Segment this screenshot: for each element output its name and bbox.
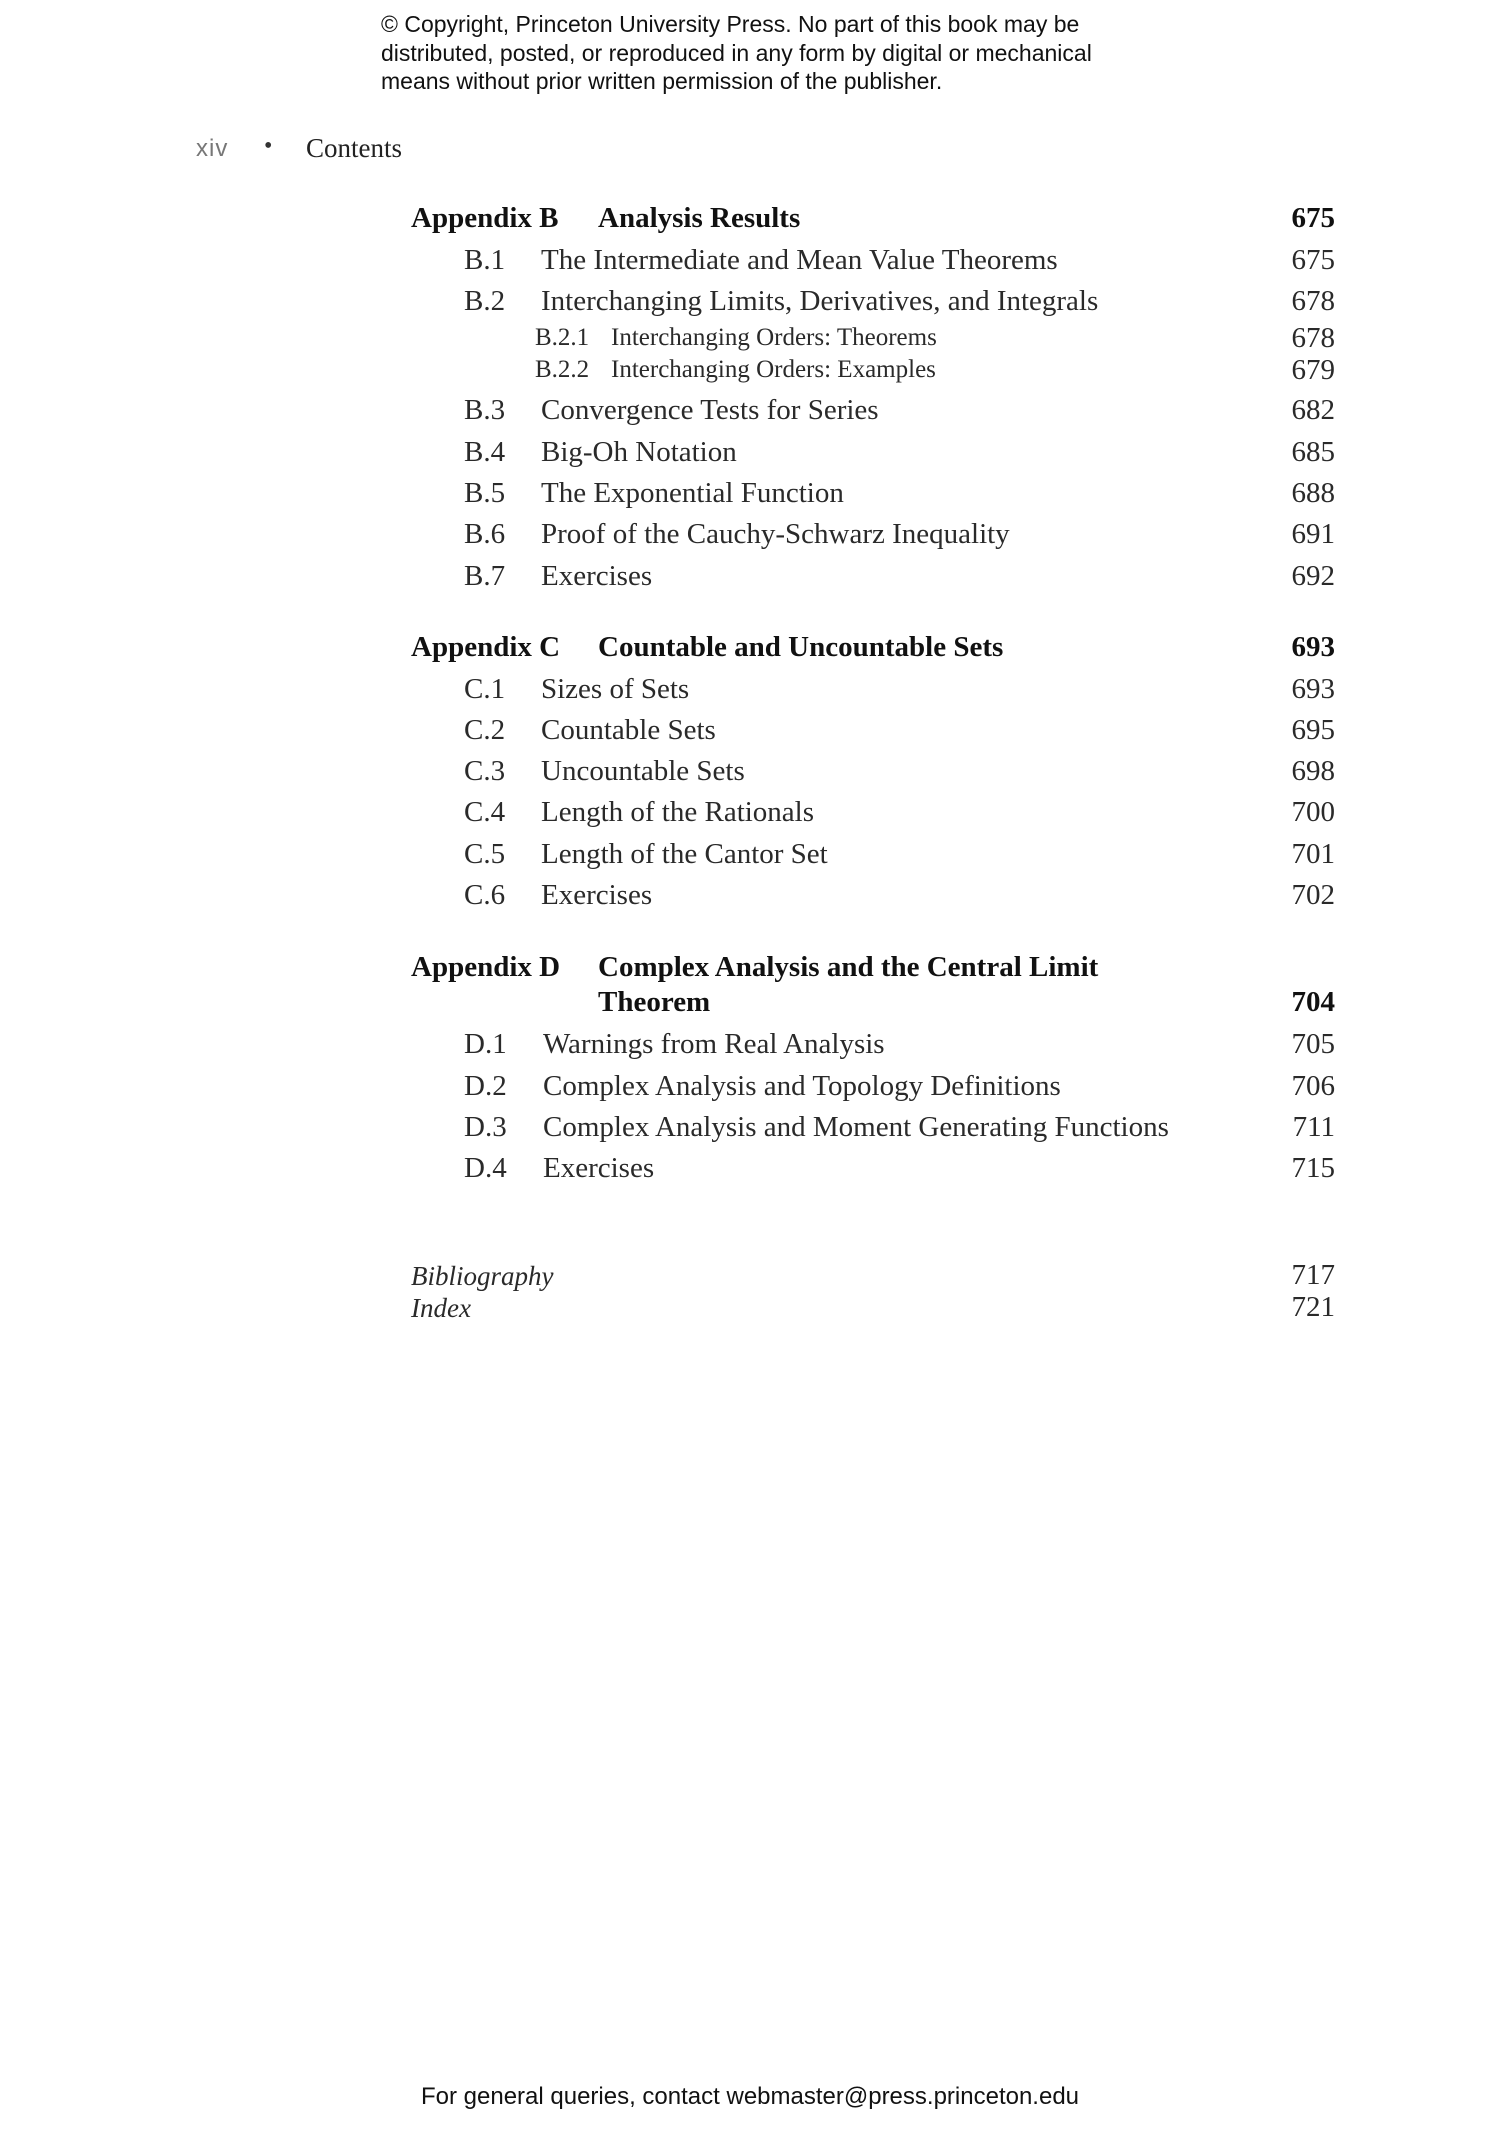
section-title: Sizes of Sets — [541, 673, 690, 705]
bibliography-entry: Bibliography — [411, 1261, 554, 1291]
section-number: B.1 — [464, 244, 506, 276]
bullet-separator: • — [264, 133, 273, 159]
section-number: C.4 — [464, 796, 506, 828]
section-title: Exercises — [541, 879, 653, 911]
section-page: 692 — [1291, 560, 1335, 592]
section-page: 693 — [1291, 673, 1335, 705]
section-title: Complex Analysis and Topology Definitions — [543, 1070, 1061, 1102]
section-title: Length of the Rationals — [541, 796, 815, 828]
appendix-page: 675 — [1291, 202, 1335, 234]
subsection-number: B.2.1 — [535, 324, 590, 351]
subsection-page: 678 — [1291, 322, 1335, 354]
section-number: D.2 — [464, 1070, 507, 1102]
section-title: Complex Analysis and Moment Generating Functions — [543, 1111, 1169, 1143]
appendix-page: 704 — [1291, 986, 1335, 1018]
appendix-page: 693 — [1291, 631, 1335, 663]
appendix-title: Analysis Results — [598, 202, 801, 234]
section-number: C.3 — [464, 755, 506, 787]
section-title: Big-Oh Notation — [541, 436, 737, 468]
section-page: 701 — [1291, 838, 1335, 870]
subsection-title: Interchanging Orders: Examples — [611, 356, 936, 383]
appendix-label: Appendix C — [411, 631, 561, 663]
appendix-title: Complex Analysis and the Central Limit — [598, 951, 1099, 983]
section-title: The Exponential Function — [541, 477, 844, 509]
section-page: 715 — [1291, 1152, 1335, 1184]
section-number: B.2 — [464, 285, 506, 317]
section-number: D.4 — [464, 1152, 507, 1184]
copyright-line: © Copyright, Princeton University Press. No part of this book may be — [381, 11, 1080, 37]
section-title: Convergence Tests for Series — [541, 394, 879, 426]
section-number: C.1 — [464, 673, 506, 705]
section-number: C.2 — [464, 714, 506, 746]
section-page: 675 — [1291, 244, 1335, 276]
page-number: xiv — [196, 135, 229, 162]
section-title: Interchanging Limits, Derivatives, and Integrals — [541, 285, 1099, 317]
section-page: 691 — [1291, 518, 1335, 550]
section-number: C.5 — [464, 838, 506, 870]
index-entry: Index — [411, 1293, 471, 1323]
section-page: 705 — [1291, 1028, 1335, 1060]
copyright-line: distributed, posted, or reproduced in any form by digital or mechanical — [381, 39, 1092, 66]
copyright-line: means without prior written permission of the publisher. — [381, 68, 943, 94]
section-page: 698 — [1291, 755, 1335, 787]
index-page: 721 — [1291, 1291, 1335, 1323]
section-page: 702 — [1291, 879, 1335, 911]
section-title: The Intermediate and Mean Value Theorems — [541, 244, 1058, 276]
section-title: Warnings from Real Analysis — [543, 1028, 885, 1060]
subsection-page: 679 — [1291, 354, 1335, 386]
section-number: B.4 — [464, 436, 506, 468]
section-title: Proof of the Cauchy-Schwarz Inequality — [541, 518, 1010, 550]
section-number: D.3 — [464, 1111, 507, 1143]
running-head-section: Contents — [306, 133, 403, 163]
section-page: 706 — [1291, 1070, 1335, 1102]
section-number: B.3 — [464, 394, 506, 426]
appendix-title: Countable and Uncountable Sets — [598, 631, 1004, 663]
section-page: 678 — [1291, 285, 1335, 317]
appendix-title-continued: Theorem — [598, 986, 711, 1018]
section-page: 711 — [1292, 1111, 1335, 1143]
section-title: Exercises — [541, 560, 653, 592]
appendix-label: Appendix B — [411, 202, 559, 234]
section-page: 688 — [1291, 477, 1335, 509]
section-title: Countable Sets — [541, 714, 716, 746]
section-number: D.1 — [464, 1028, 507, 1060]
bibliography-page: 717 — [1291, 1259, 1335, 1291]
section-page: 700 — [1291, 796, 1335, 828]
section-title: Uncountable Sets — [541, 755, 745, 787]
section-page: 682 — [1291, 394, 1335, 426]
section-page: 695 — [1291, 714, 1335, 746]
section-title: Length of the Cantor Set — [541, 838, 828, 870]
appendix-label: Appendix D — [411, 951, 561, 983]
section-number: B.7 — [464, 560, 506, 592]
section-number: B.5 — [464, 477, 506, 509]
subsection-number: B.2.2 — [535, 356, 590, 383]
section-title: Exercises — [543, 1152, 655, 1184]
footer-contact: For general queries, contact webmaster@press.princeton.edu — [420, 2083, 1080, 2110]
section-number: C.6 — [464, 879, 506, 911]
subsection-title: Interchanging Orders: Theorems — [611, 324, 937, 351]
section-number: B.6 — [464, 518, 506, 550]
section-page: 685 — [1291, 436, 1335, 468]
